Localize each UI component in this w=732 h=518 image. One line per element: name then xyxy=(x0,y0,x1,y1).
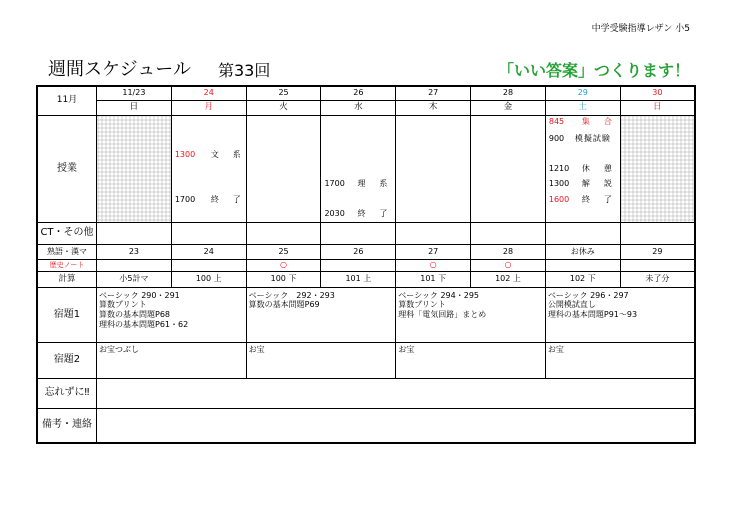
lesson-entry xyxy=(172,150,246,160)
history-check-25: ○ xyxy=(246,259,321,271)
jukugo-cell: 29 xyxy=(620,244,695,259)
homework-line: 算数の基本問題P69 xyxy=(248,300,320,310)
lesson-label: 休 憩 xyxy=(581,164,615,173)
ct-cell xyxy=(171,222,246,244)
row-weekdays xyxy=(37,100,695,115)
ct-cell xyxy=(246,222,321,244)
row-label-reminder: 忘れずに‼ xyxy=(37,378,97,408)
history-cell xyxy=(620,259,695,271)
lesson-cell-11-23 xyxy=(97,115,172,222)
jukugo-cell: お休み xyxy=(545,244,620,259)
row-label-ct-other: CT・その他 xyxy=(37,222,97,244)
history-check-27: ○ xyxy=(396,259,471,271)
weekday-30: 日 xyxy=(620,100,695,115)
homework-line: 公開模試直し xyxy=(547,300,596,310)
row-reminder xyxy=(37,378,695,408)
row-label-homework1: 宿題1 xyxy=(37,287,97,342)
lesson-time: 1300 xyxy=(174,150,196,159)
homework2-cell-23-24 xyxy=(97,342,247,378)
row-history-note xyxy=(37,259,695,271)
lesson-cell-27 xyxy=(396,115,471,222)
row-notes xyxy=(37,408,695,443)
homework2-cell-25-26 xyxy=(246,342,396,378)
calc-cell: 100 上 xyxy=(171,271,246,287)
lesson-time: 1300 xyxy=(548,179,570,188)
homework-line: 算数プリント xyxy=(99,300,147,310)
lesson-entry xyxy=(546,179,620,189)
lesson-label: 文 系 xyxy=(210,150,244,159)
reminder-cell xyxy=(97,378,696,408)
lesson-time: 1700 xyxy=(324,179,345,188)
weekday-29: 土 xyxy=(545,100,620,115)
lesson-cell-30 xyxy=(620,115,695,222)
lesson-label: 理 系 xyxy=(357,179,391,188)
homework-line: お宝 xyxy=(547,344,564,354)
lesson-entry xyxy=(321,179,395,189)
lesson-entry xyxy=(546,117,620,127)
lesson-label: 終 了 xyxy=(357,209,391,218)
calc-cell: 102 下 xyxy=(545,271,620,287)
row-label-jukugo-kanji: 熟語・漢マ xyxy=(37,244,97,259)
lesson-cell-24 xyxy=(171,115,246,222)
homework-line: 算数プリント xyxy=(398,300,446,310)
homework2-cell-29-30 xyxy=(545,342,695,378)
homework-line: ベーシック 292・293 xyxy=(248,290,335,300)
lesson-cell-26 xyxy=(321,115,396,222)
jukugo-cell: 26 xyxy=(321,244,396,259)
date-25: 25 xyxy=(246,86,321,100)
lesson-entry xyxy=(546,195,620,205)
weekday-25: 火 xyxy=(246,100,321,115)
homework-line: お宝つぶし xyxy=(99,344,139,354)
calc-cell: 102 上 xyxy=(471,271,546,287)
lesson-label: 集 合 xyxy=(581,117,615,126)
month-label: 11月 xyxy=(37,86,97,115)
page-title: 週間スケジュール xyxy=(48,59,191,80)
ct-cell xyxy=(620,222,695,244)
weekday-28: 金 xyxy=(471,100,546,115)
date-27: 27 xyxy=(396,86,471,100)
ct-cell xyxy=(545,222,620,244)
weekly-schedule-table xyxy=(36,85,696,444)
homework-line: ベーシック 290・291 xyxy=(99,290,180,300)
jukugo-cell: 24 xyxy=(171,244,246,259)
lesson-list xyxy=(546,116,620,221)
row-jukugo-kanji xyxy=(37,244,695,259)
calc-cell: 小5計マ xyxy=(97,271,172,287)
row-homework2 xyxy=(37,342,695,378)
history-check-28: ○ xyxy=(471,259,546,271)
row-label-history-note: 歴史ノート xyxy=(37,259,97,271)
history-cell xyxy=(171,259,246,271)
date-11-23: 11/23 xyxy=(97,86,172,100)
homework2-cell-27-28 xyxy=(396,342,546,378)
lesson-cell-25 xyxy=(246,115,321,222)
row-label-homework2: 宿題2 xyxy=(37,342,97,378)
row-dates xyxy=(37,86,695,100)
homework-line: ベーシック 294・295 xyxy=(398,290,480,300)
lesson-entry xyxy=(546,134,620,144)
homework-line: お宝 xyxy=(398,344,415,354)
homework-line: 理科の基本問題P91～93 xyxy=(547,309,638,319)
weekday-11-23: 日 xyxy=(97,100,172,115)
issue-number: 第33回 xyxy=(218,61,271,80)
date-24: 24 xyxy=(171,86,246,100)
lesson-time: 1700 xyxy=(174,195,196,204)
lesson-entry xyxy=(172,195,246,205)
homework-line: ベーシック 296・297 xyxy=(547,290,629,300)
calc-cell: 101 下 xyxy=(396,271,471,287)
lesson-label: 終 了 xyxy=(210,195,244,204)
history-cell xyxy=(97,259,172,271)
jukugo-cell: 25 xyxy=(246,244,321,259)
homework1-cell-25-26 xyxy=(246,287,396,342)
lesson-time: 2030 xyxy=(324,209,345,218)
jukugo-cell: 23 xyxy=(97,244,172,259)
school-name: 中学受験指導レザン 小5 xyxy=(591,24,690,34)
lesson-cell-28 xyxy=(471,115,546,222)
row-label-calculation: 計算 xyxy=(37,271,97,287)
lesson-time: 1600 xyxy=(548,195,570,204)
row-label-notes: 備考・連絡 xyxy=(37,408,97,443)
lesson-time: 900 xyxy=(548,134,565,143)
row-ct-other xyxy=(37,222,695,244)
homework-line: 理科の基本問題P61・62 xyxy=(99,319,189,329)
row-lessons xyxy=(37,115,695,222)
calc-cell: 未了分 xyxy=(620,271,695,287)
homework-line: 理科「電気回路」まとめ xyxy=(398,309,487,319)
date-29: 29 xyxy=(545,86,620,100)
row-calculation xyxy=(37,271,695,287)
lesson-list xyxy=(321,116,395,221)
calc-cell: 100 下 xyxy=(246,271,321,287)
lesson-entry xyxy=(321,209,395,219)
homework1-cell-27-28 xyxy=(396,287,546,342)
ct-cell xyxy=(471,222,546,244)
history-cell xyxy=(321,259,396,271)
homework1-cell-23-24 xyxy=(97,287,247,342)
lesson-time: 1210 xyxy=(548,164,570,173)
date-26: 26 xyxy=(321,86,396,100)
homework-line: 算数の基本問題P68 xyxy=(99,309,171,319)
ct-cell xyxy=(97,222,172,244)
weekday-26: 水 xyxy=(321,100,396,115)
date-30: 30 xyxy=(620,86,695,100)
ct-cell xyxy=(321,222,396,244)
calc-cell: 101 上 xyxy=(321,271,396,287)
date-28: 28 xyxy=(471,86,546,100)
homework1-cell-29-30 xyxy=(545,287,695,342)
lesson-label: 解 説 xyxy=(581,179,615,188)
lesson-label: 模擬試験 xyxy=(574,134,611,143)
lesson-list xyxy=(172,116,246,221)
weekday-27: 木 xyxy=(396,100,471,115)
history-cell xyxy=(545,259,620,271)
slogan: 「いい答案」つくります！ xyxy=(497,61,690,80)
lesson-time: 845 xyxy=(548,117,565,126)
ct-cell xyxy=(396,222,471,244)
row-label-lessons: 授業 xyxy=(37,115,97,222)
weekday-24: 月 xyxy=(171,100,246,115)
row-homework1 xyxy=(37,287,695,342)
lesson-cell-29 xyxy=(545,115,620,222)
lesson-label: 終 了 xyxy=(581,195,615,204)
jukugo-cell: 28 xyxy=(471,244,546,259)
homework-line: お宝 xyxy=(248,344,265,354)
jukugo-cell: 27 xyxy=(396,244,471,259)
lesson-entry xyxy=(546,164,620,174)
notes-cell xyxy=(97,408,696,443)
